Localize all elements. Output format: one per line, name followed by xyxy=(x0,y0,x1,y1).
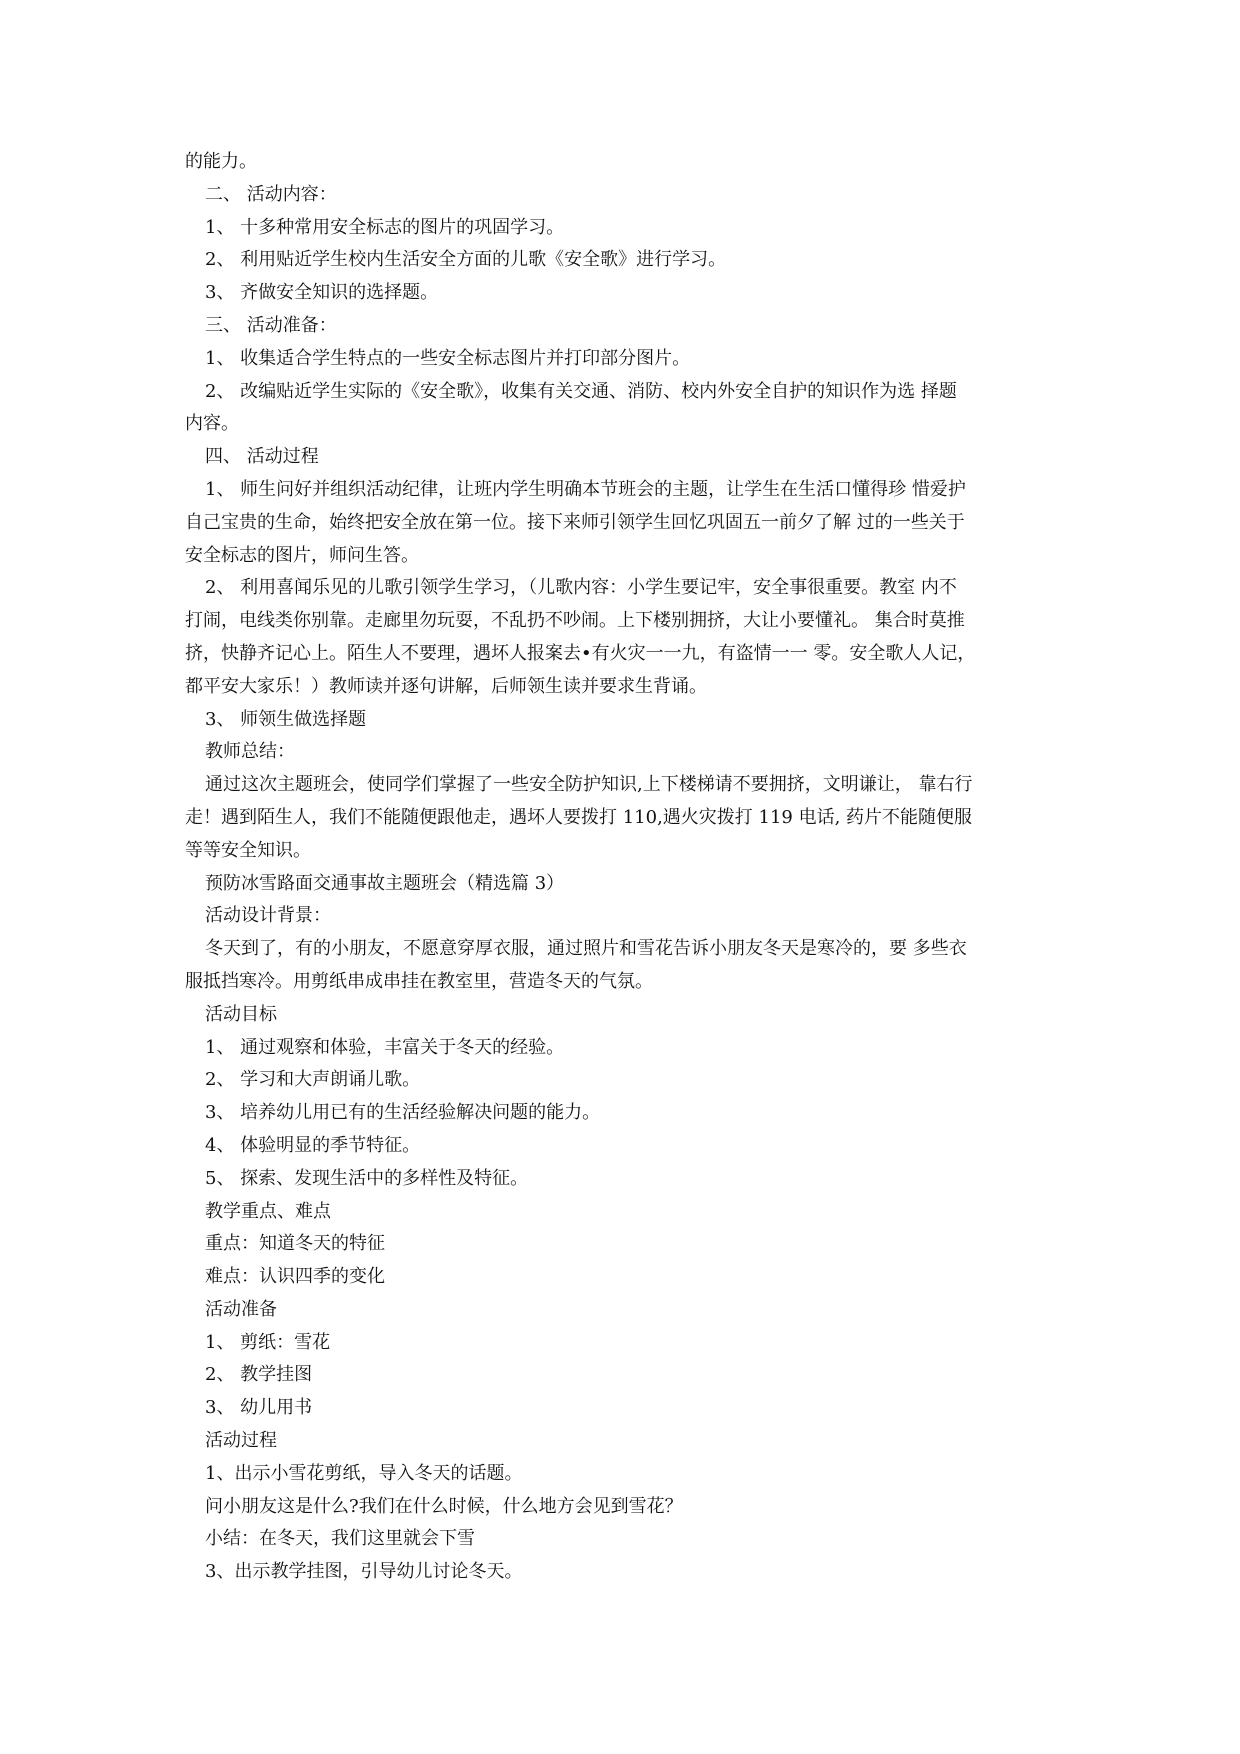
text-line: 四、 活动过程 xyxy=(205,446,319,468)
text-line: 安全标志的图片，师问生答。 xyxy=(185,544,419,566)
text-line: 问小朋友这是什么?我们在什么时候，什么地方会见到雪花？ xyxy=(205,1495,683,1517)
text-line: 通过这次主题班会，使同学们掌握了一些安全防护知识,上下楼梯请不要拥挤，文明谦让， 靠右行 xyxy=(205,774,973,796)
text-line: 2、 改编贴近学生实际的《安全歌》，收集有关交通、消防、校内外安全自护的知识作为选 择题 xyxy=(205,380,957,402)
text-line: 教学重点、难点 xyxy=(205,1200,331,1222)
text-line: 教师总结： xyxy=(205,741,295,763)
document-body xyxy=(185,146,1055,1589)
text-line: 2、 利用喜闻乐见的儿歌引领学生学习，（儿歌内容：小学生要记牢，安全事很重要。教室 内不 xyxy=(205,577,957,599)
text-line: 活动准备 xyxy=(205,1298,277,1320)
text-line: 2、 学习和大声朗诵儿歌。 xyxy=(205,1069,421,1091)
text-line: 二、 活动内容： xyxy=(205,183,337,205)
text-line: 1、出示小雪花剪纸，导入冬天的话题。 xyxy=(205,1462,523,1484)
text-line: 活动设计背景： xyxy=(205,905,331,927)
text-line: 走！遇到陌生人，我们不能随便跟他走，遇坏人要拨打 110,遇火灾拨打 119 电话, 药片不能随便服 xyxy=(185,806,973,828)
text-line: 3、 培养幼儿用已有的生活经验解决问题的能力。 xyxy=(205,1102,601,1124)
text-line: 1、 通过观察和体验，丰富关于冬天的经验。 xyxy=(205,1036,565,1058)
text-line: 自己宝贵的生命，始终把安全放在第一位。接下来师引领学生回忆巩固五一前夕了解 过的一些关于 xyxy=(185,511,965,533)
text-line: 1、 十多种常用安全标志的图片的巩固学习。 xyxy=(205,216,565,238)
text-line: 2、 教学挂图 xyxy=(205,1364,313,1386)
text-line: 活动目标 xyxy=(205,1003,277,1025)
text-line: 重点：知道冬天的特征 xyxy=(205,1233,385,1255)
text-line: 5、 探索、发现生活中的多样性及特征。 xyxy=(205,1167,529,1189)
text-line: 1、 剪纸：雪花 xyxy=(205,1331,331,1353)
text-line: 挤，快静齐记心上。陌生人不要理，遇坏人报案去•有火灾一一九，有盗情一一 零。安全歌人人记， xyxy=(185,642,976,664)
text-line: 都平安大家乐！）教师读并逐句讲解，后师领生读并要求生背诵。 xyxy=(185,675,707,697)
text-line: 三、 活动准备： xyxy=(205,314,337,336)
text-line: 打闹，电线类你别靠。走廊里勿玩耍，不乱扔不吵闹。上下楼别拥挤，大让小要懂礼。 集合时莫推 xyxy=(185,610,965,632)
text-line: 小结：在冬天，我们这里就会下雪 xyxy=(205,1528,475,1550)
text-line: 内容。 xyxy=(185,413,239,435)
text-line: 服抵挡寒冷。用剪纸串成串挂在教室里，营造冬天的气氛。 xyxy=(185,970,653,992)
text-line: 难点：认识四季的变化 xyxy=(205,1266,385,1288)
text-line: 1、 师生问好并组织活动纪律，让班内学生明确本节班会的主题，让学生在生活口懂得珍 惜爱护 xyxy=(205,478,966,500)
text-line: 预防冰雪路面交通事故主题班会（精选篇 3） xyxy=(205,872,565,894)
text-line: 2、 利用贴近学生校内生活安全方面的儿歌《安全歌》进行学习。 xyxy=(205,249,727,271)
text-line: 活动过程 xyxy=(205,1430,277,1452)
text-line: 的能力。 xyxy=(185,151,257,172)
text-line: 冬天到了，有的小朋友，不愿意穿厚衣服，通过照片和雪花告诉小朋友冬天是寒冷的，要 多些衣 xyxy=(205,938,967,960)
text-line: 3、 齐做安全知识的选择题。 xyxy=(205,282,439,304)
text-line: 等等安全知识。 xyxy=(185,839,311,861)
text-line: 4、 体验明显的季节特征。 xyxy=(205,1134,421,1156)
text-line: 3、出示教学挂图，引导幼儿讨论冬天。 xyxy=(205,1561,523,1583)
text-line: 3、 师领生做选择题 xyxy=(205,708,367,730)
text-line: 1、 收集适合学生特点的一些安全标志图片并打印部分图片。 xyxy=(205,347,691,369)
text-line: 3、 幼儿用书 xyxy=(205,1397,313,1419)
